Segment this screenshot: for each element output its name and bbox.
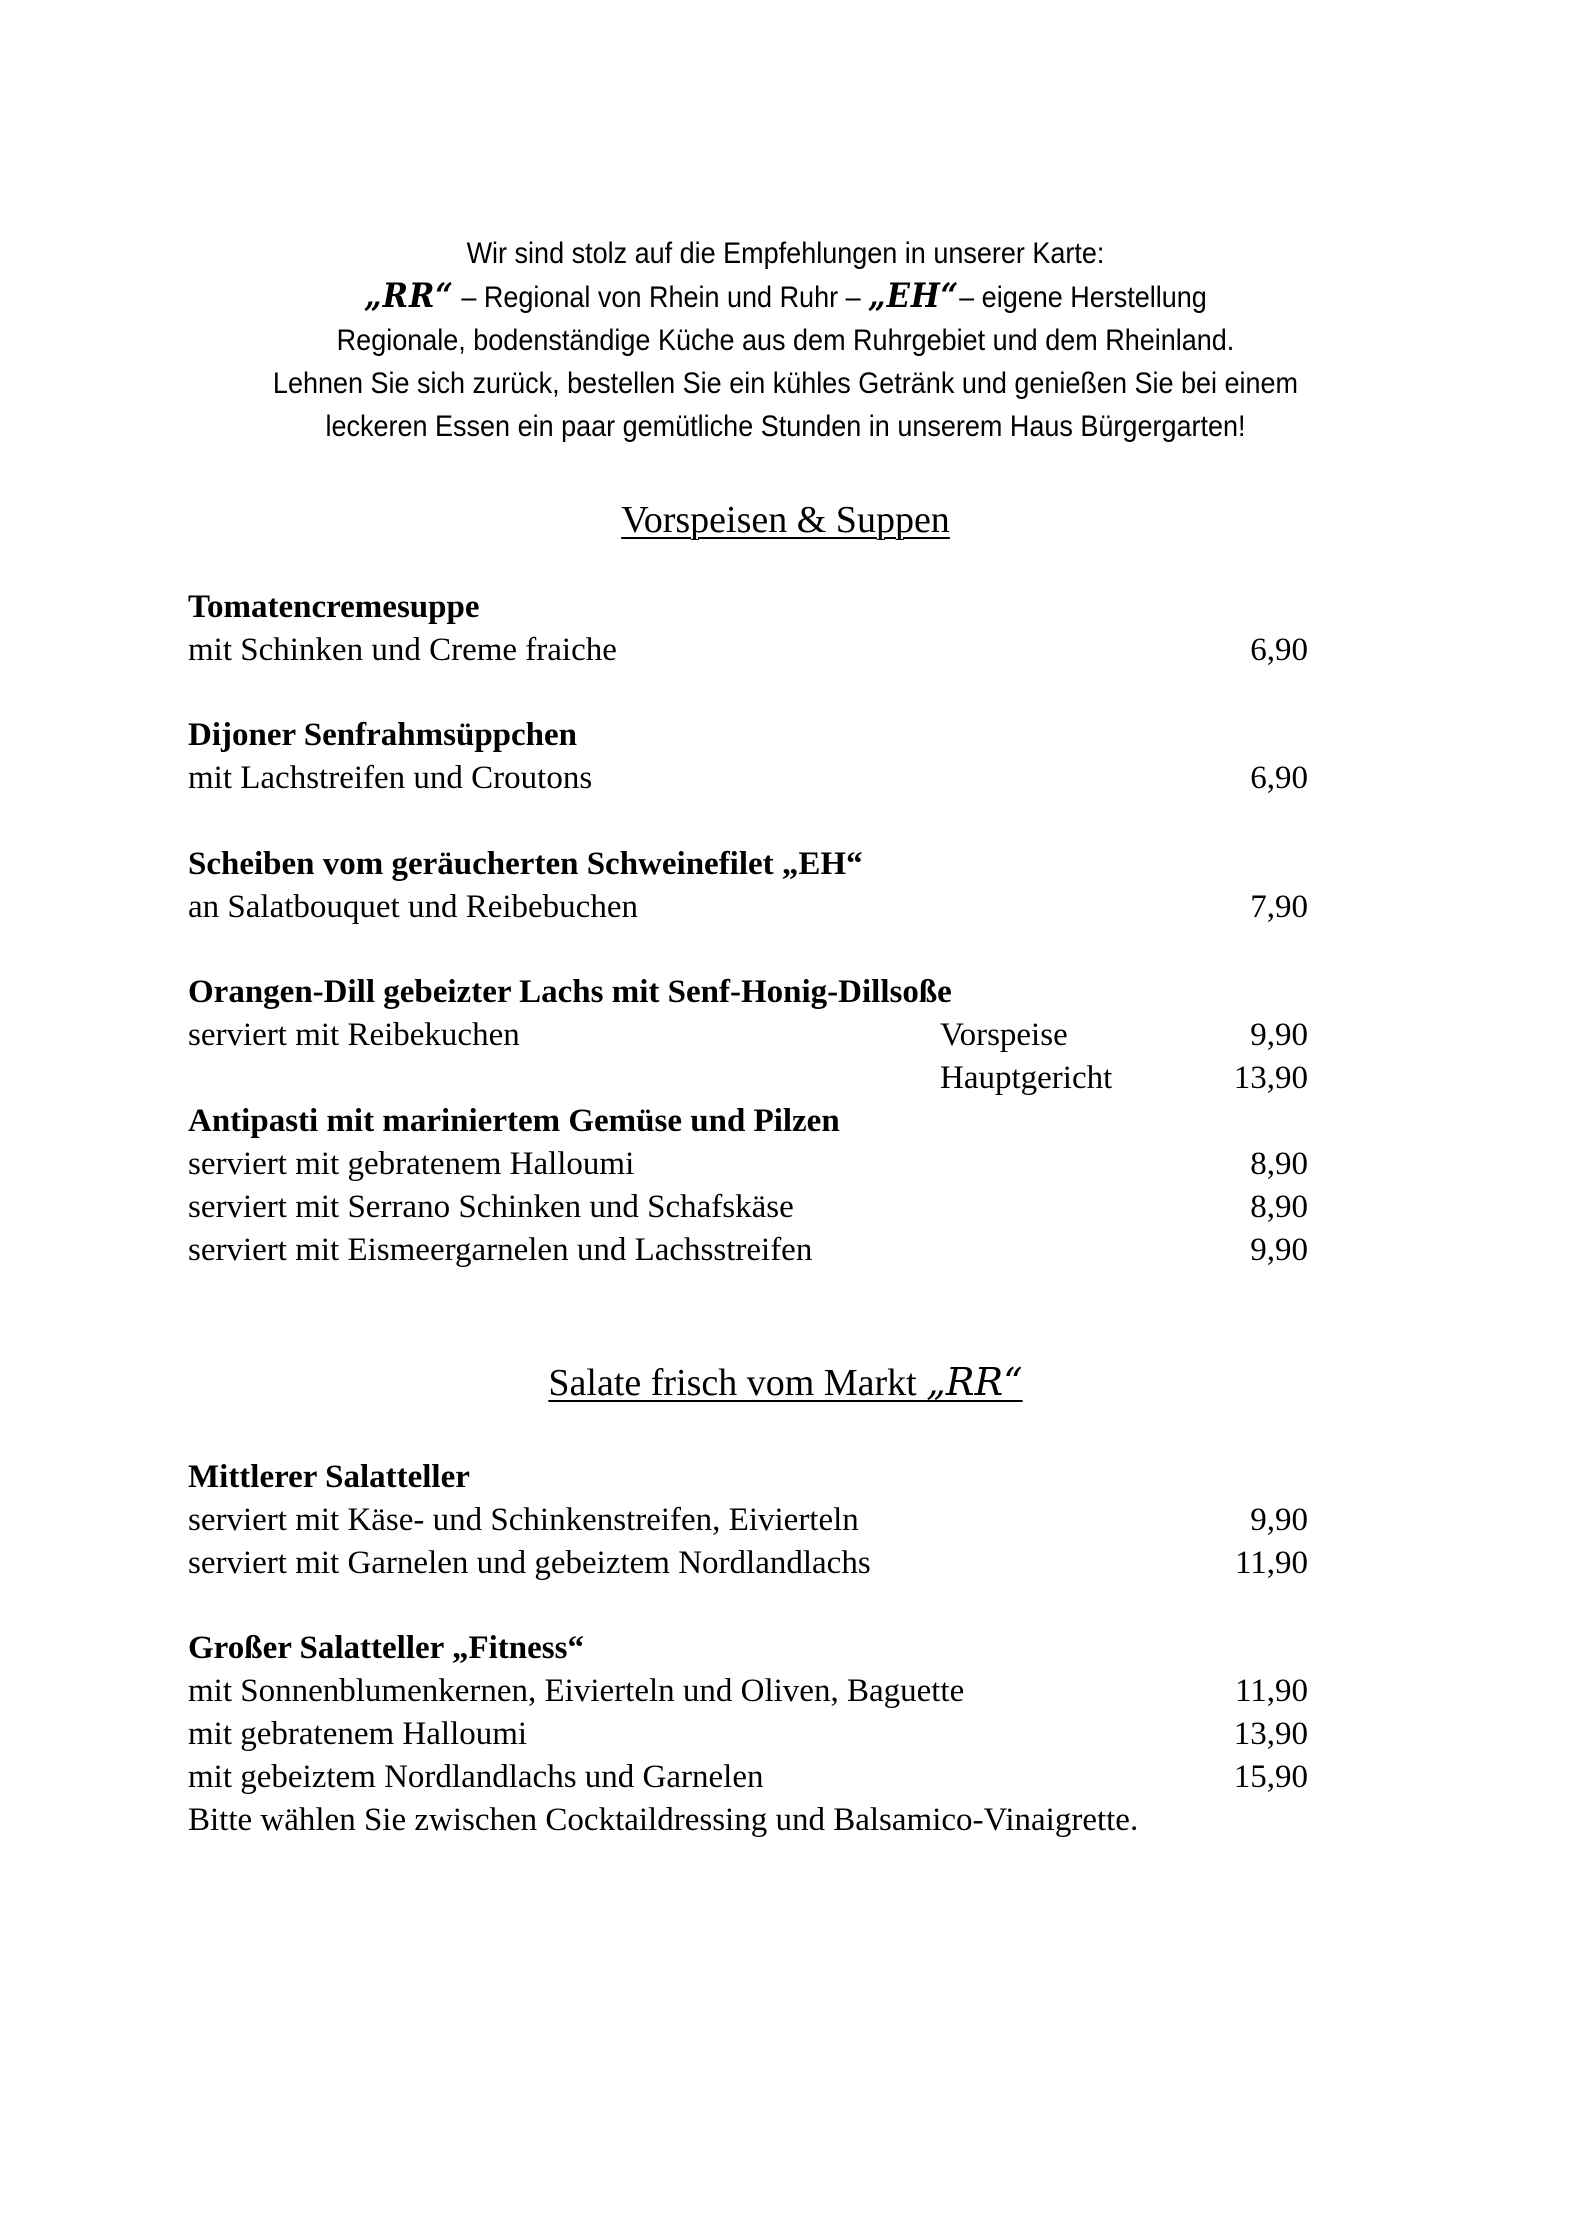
item-desc: mit Schinken und Creme fraiche — [188, 632, 617, 668]
item-line — [188, 1143, 1308, 1186]
item-desc: mit Lachstreifen und Croutons — [188, 760, 593, 796]
item-line — [188, 1756, 1308, 1799]
item-price: 6,90 — [1250, 632, 1308, 668]
item-title: Scheiben vom geräucherten Schweinefilet „EH“ — [188, 846, 863, 882]
item-line — [188, 886, 1308, 929]
item-price: 7,90 — [1250, 889, 1308, 925]
item-line — [188, 757, 1308, 800]
item-desc: an Salatbouquet und Reibebuchen — [188, 889, 638, 925]
rr-mark: „RR“ — [926, 1360, 1023, 1404]
item-price: 6,90 — [1250, 760, 1308, 796]
item-desc: mit gebratenem Halloumi — [188, 1716, 528, 1752]
eh-text: – eigene Herstellung — [959, 281, 1207, 314]
item-title: Großer Salatteller „Fitness“ — [188, 1630, 584, 1666]
item-title: Tomatencremesuppe — [188, 589, 480, 625]
item-line — [188, 1014, 1308, 1057]
item-title: Mittlerer Salatteller — [188, 1459, 470, 1495]
item-price: 11,90 — [1234, 1545, 1308, 1581]
item-desc: serviert mit Reibekuchen — [188, 1017, 520, 1053]
item-price: 11,90 — [1234, 1673, 1308, 1709]
intro-line-4: Lehnen Sie sich zurück, bestellen Sie ein kühles Getränk und genießen Sie bei einem — [272, 367, 1299, 400]
item-title: Antipasti mit mariniertem Gemüse und Pilzen — [188, 1103, 840, 1139]
item-desc: serviert mit Eismeergarnelen und Lachsstreifen — [188, 1232, 813, 1268]
item-title: Orangen-Dill gebeizter Lachs mit Senf-Honig-Dillsoße — [188, 974, 952, 1010]
item-desc: mit gebeiztem Nordlandlachs und Garnelen — [188, 1759, 764, 1795]
section-heading-salads: Salate frisch vom Markt „RR“ — [548, 1360, 1023, 1404]
item-desc: mit Sonnenblumenkernen, Eivierteln und Oliven, Baguette — [188, 1673, 965, 1709]
intro-text — [79, 232, 1493, 448]
item-price: 8,90 — [1250, 1189, 1308, 1225]
rr-mark: „RR“ — [364, 276, 454, 316]
item-note: Bitte wählen Sie zwischen Cocktaildressing und Balsamico-Vinaigrette. — [188, 1802, 1139, 1838]
item-line — [188, 1057, 1308, 1100]
item-variant-label: Hauptgericht — [940, 1060, 1113, 1096]
item-desc: serviert mit Käse- und Schinkenstreifen, Eivierteln — [188, 1502, 859, 1538]
section-heading-starters: Vorspeisen & Suppen — [621, 499, 950, 541]
item-price: 9,90 — [1250, 1232, 1308, 1268]
item-line — [188, 629, 1308, 672]
item-line — [188, 1670, 1308, 1713]
intro-line-1: Wir sind stolz auf die Empfehlungen in unserer Karte: — [466, 237, 1105, 270]
item-price: 9,90 — [1250, 1502, 1308, 1538]
item-desc: serviert mit Garnelen und gebeiztem Nordlandlachs — [188, 1545, 871, 1581]
item-title: Dijoner Senfrahmsüppchen — [188, 717, 578, 753]
intro-line-3: Regionale, bodenständige Küche aus dem Ruhrgebiet und dem Rheinland. — [336, 324, 1235, 357]
intro-line-5: leckeren Essen ein paar gemütliche Stunden in unserem Haus Bürgergarten! — [325, 410, 1246, 443]
rr-text: – Regional von Rhein und Ruhr – — [453, 281, 869, 314]
item-price: 13,90 — [1233, 1716, 1308, 1752]
eh-mark: „EH“ — [868, 276, 960, 316]
item-line — [188, 1229, 1308, 1272]
item-price: 13,90 — [1233, 1060, 1308, 1096]
item-price: 9,90 — [1250, 1017, 1308, 1053]
item-variant-label: Vorspeise — [940, 1017, 1068, 1053]
intro-line-2 — [79, 275, 1493, 319]
item-desc: serviert mit Serrano Schinken und Schafskäse — [188, 1189, 794, 1225]
item-price: 15,90 — [1233, 1759, 1308, 1795]
item-price: 8,90 — [1250, 1146, 1308, 1182]
item-desc: serviert mit gebratenem Halloumi — [188, 1146, 635, 1182]
item-line — [188, 1499, 1308, 1542]
item-line — [188, 1542, 1308, 1585]
item-line — [188, 1713, 1308, 1756]
item-line — [188, 1186, 1308, 1229]
